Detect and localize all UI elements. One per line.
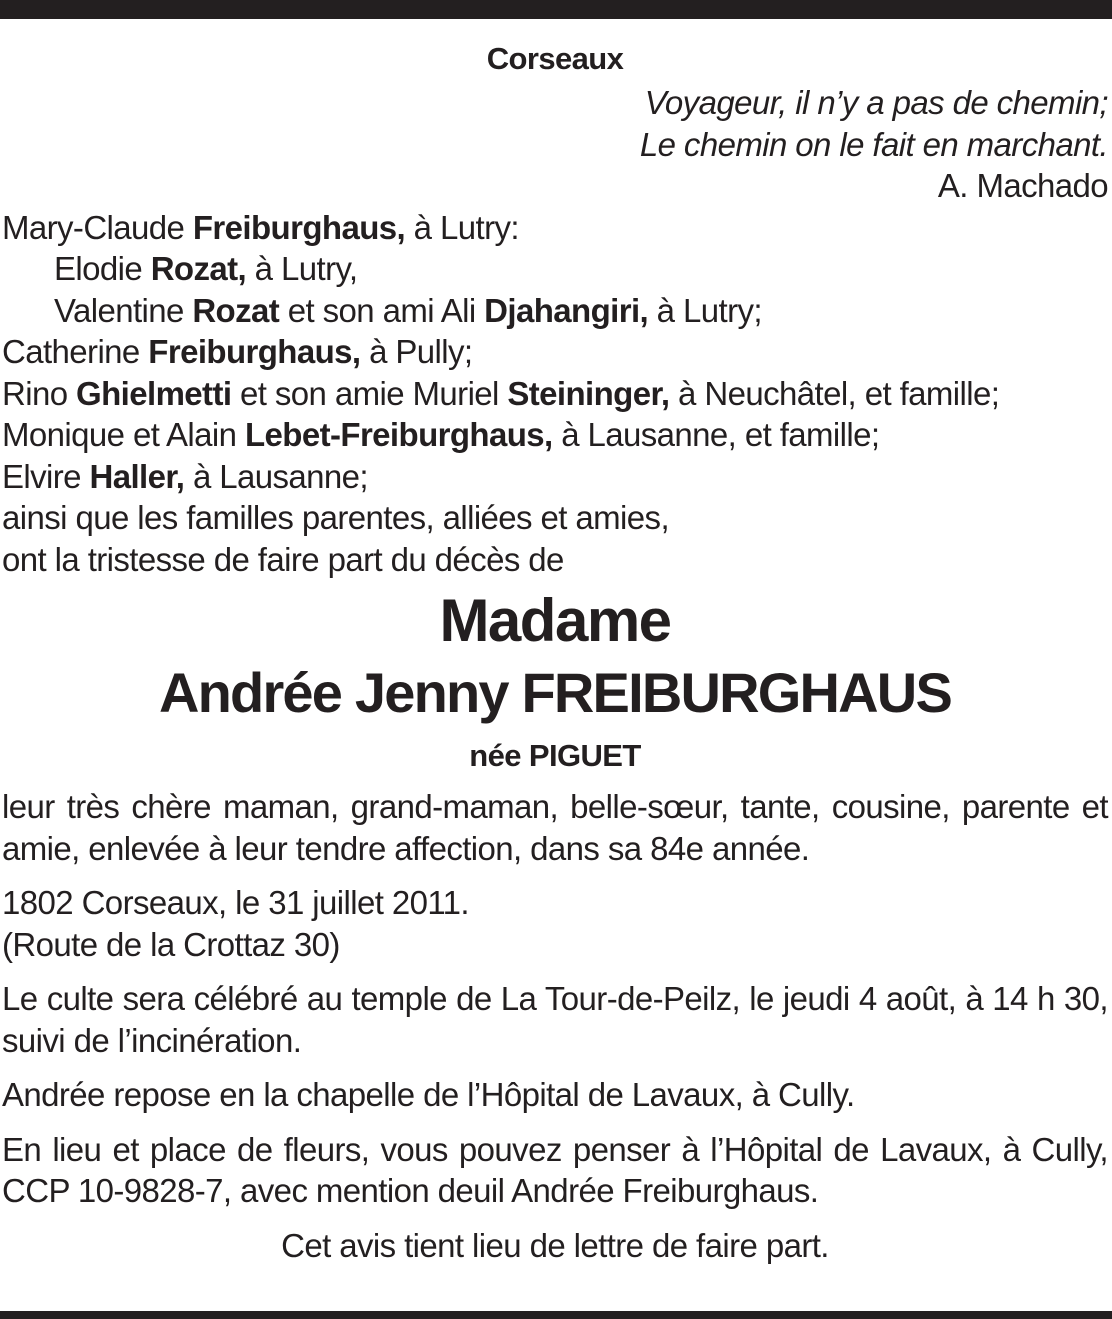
epigraph-author: A. Machado [937, 167, 1108, 204]
relation-paragraph: leur très chère maman, grand-maman, belle-sœur, tante, cousine, parente et amie, enlevée à leur tendre affection, dans sa 84e année. [2, 788, 1108, 867]
address-line: (Route de la Crottaz 30) [2, 925, 340, 963]
rest-paragraph: Andrée repose en la chapelle de l’Hôpital de Lavaux, à Cully. [2, 1076, 855, 1113]
family-line: Valentine Rozat et son ami Ali Djahangiri, à Lutry; [54, 291, 762, 329]
place-heading: Corseaux [486, 41, 624, 76]
family-line: Catherine Freiburghaus, à Pully; [2, 333, 473, 370]
family-list [2, 207, 1108, 581]
intro-line: ont la tristesse de faire part du décès de [2, 540, 564, 578]
intro-line: ainsi que les familles parentes, alliées et amies, [2, 499, 670, 536]
date-line: 1802 Corseaux, le 31 juillet 2011. [2, 884, 469, 921]
deceased-title: Madame [439, 587, 671, 654]
closing-line: Cet avis tient lieu de lettre de faire part. [281, 1226, 829, 1264]
family-line: Rino Ghielmetti et son amie Muriel Steininger, à Neuchâtel, et famille; [2, 374, 1000, 412]
service-paragraph: Le culte sera célébré au temple de La Tour-de-Peilz, le jeudi 4 août, à 14 h 30, suivi de l’incinération. [2, 980, 1108, 1059]
family-line: Mary-Claude Freiburghaus, à Lutry: [2, 208, 519, 246]
family-line: Elodie Rozat, à Lutry, [54, 250, 358, 287]
epigraph-line: Le chemin on le fait en marchant. [639, 125, 1108, 163]
epigraph-line: Voyageur, il n’y a pas de chemin; [644, 84, 1108, 121]
family-line: Monique et Alain Lebet-Freiburghaus, à Lausanne, et famille; [2, 416, 880, 453]
donation-paragraph: En lieu et place de fleurs, vous pouvez penser à l’Hôpital de Lavaux, à Cully, CCP 10-9828-7, avec mention deuil Andrée Freiburghaus. [2, 1130, 1108, 1209]
deceased-name: Andrée Jenny FREIBURGHAUS [158, 661, 952, 724]
family-line: Elvire Haller, à Lausanne; [2, 457, 369, 495]
date-address-block [2, 882, 1108, 965]
obituary-notice [2, 36, 1108, 1266]
maiden-name: née PIGUET [469, 738, 641, 773]
top-rule [0, 0, 1112, 19]
bottom-rule [0, 1311, 1112, 1319]
epigraph [2, 82, 1108, 207]
